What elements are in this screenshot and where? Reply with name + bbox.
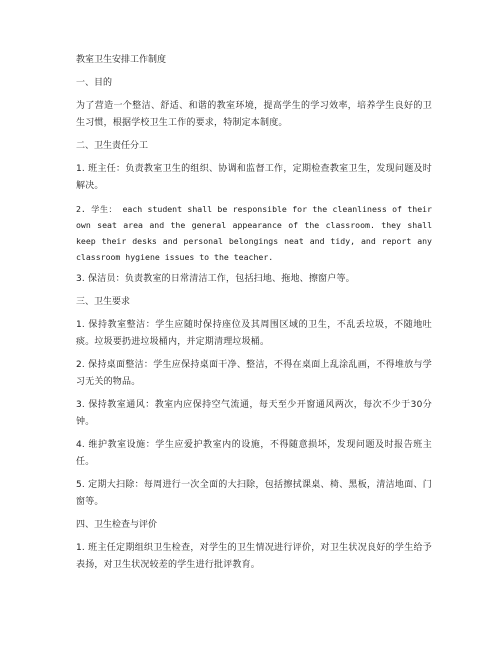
document-title: 教室卫生安排工作制度 <box>76 55 167 65</box>
section-3-item-5: 5. 定期大扫除：每周进行一次全面的大扫除，包括擦拭课桌、椅、黑板，清洁地面、门窗等。 <box>76 480 432 507</box>
section-4-item-1: 1. 班主任定期组织卫生检查，对学生的卫生情况进行评价，对卫生状况良好的学生给予表扬，对卫生状况较差的学生进行批评教育。 <box>76 543 432 570</box>
section-2-heading: 二、卫生责任分工 <box>76 141 149 151</box>
section-2-item-1: 1. 班主任：负责教室卫生的组织、协调和监督工作，定期检查教室卫生，发现问题及时解决。 <box>76 164 432 191</box>
section-1-heading: 一、目的 <box>76 78 113 88</box>
section-3-item-4: 4. 维护教室设施：学生应爱护教室内的设施，不得随意损坏，发现问题及时报告班主任。 <box>76 440 432 467</box>
section-3-item-1: 1. 保持教室整洁：学生应随时保持座位及其周围区域的卫生，不乱丢垃圾，不随地吐痰。垃圾要扔进垃圾桶内，并定期清理垃圾桶。 <box>76 320 432 347</box>
section-2-item-3: 3. 保洁员：负责教室的日常清洁工作，包括扫地、拖地、擦窗户等。 <box>76 274 355 284</box>
section-1-body: 为了营造一个整洁、舒适、和谐的教室环境，提高学生的学习效率，培养学生良好的卫生习惯，根据学校卫生工作的要求，特制定本制度。 <box>76 101 432 128</box>
document-page <box>76 52 432 580</box>
section-3-item-3: 3. 保持教室通风：教室内应保持空气流通，每天至少开窗通风两次，每次不少于30分钟。 <box>76 400 432 427</box>
section-2-item-2: 2. 学生： each student shall be responsible for the cleanliness of their own seat area and the general appearance of the classroom. they shall keep their desks and personal belongings neat and tidy, and report any classroom hygiene issues to the teacher. <box>76 204 432 262</box>
section-3-item-2: 2. 保持桌面整洁：学生应保持桌面干净、整洁，不得在桌面上乱涂乱画，不得堆放与学习无关的物品。 <box>76 360 432 387</box>
section-4-heading: 四、卫生检查与评价 <box>76 520 158 530</box>
section-3-heading: 三、卫生要求 <box>76 297 131 307</box>
